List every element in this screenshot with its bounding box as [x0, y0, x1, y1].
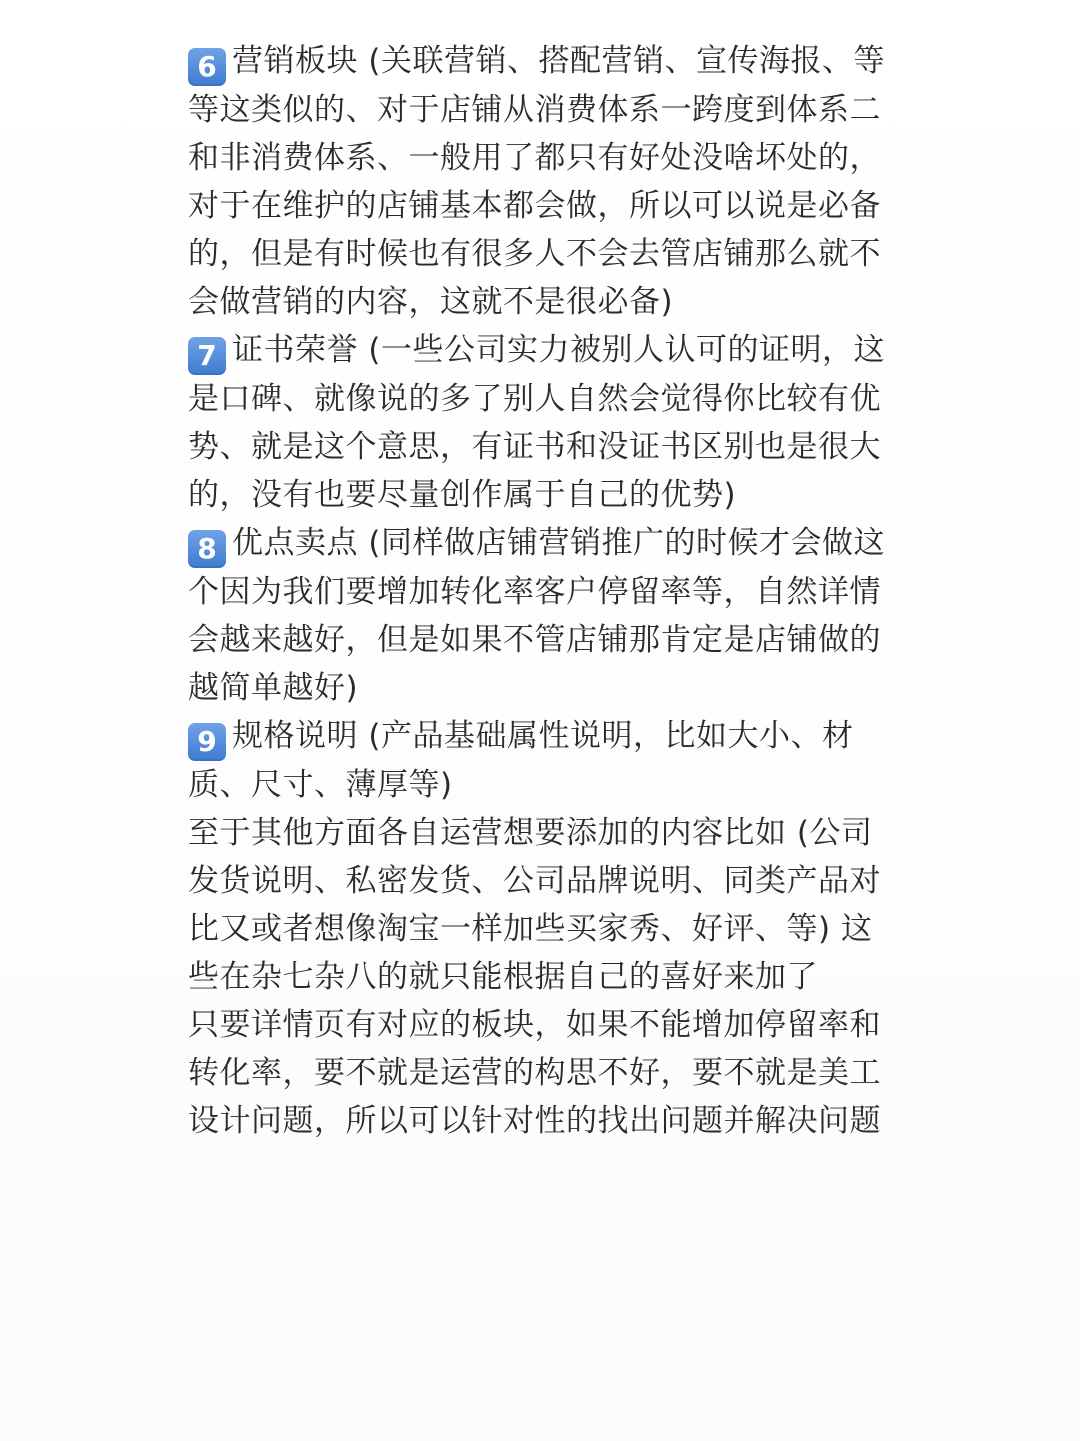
paragraph-conclusion: 只要详情页有对应的板块，如果不能增加停留率和转化率，要不就是运营的构思不好，要不就是美工设计问题，所以可以针对性的找出问题并解决问题 [188, 1007, 881, 1139]
number-9-badge-icon: 9 [188, 723, 226, 761]
item-selling-points [188, 519, 888, 712]
item-marketing-text: 营销板块 (关联营销、搭配营销、宣传海报、等等这类似的、对于店铺从消费体系一跨度到体系二和非消费体系、一般用了都只有好处没啥坏处的，对于在维护的店铺基本都会做，所以可以说是必备的，但是有时候也有很多人不会去管店铺那么就不会做营销的内容，这就不是很必备) [188, 43, 885, 320]
item-certificates-text: 证书荣誉 (一些公司实力被别人认可的证明，这是口碑、就像说的多了别人自然会觉得你比较有优势、就是这个意思，有证书和没证书区别也是很大的，没有也要尽量创作属于自己的优势) [188, 332, 885, 513]
item-certificates [188, 326, 888, 519]
item-marketing [188, 37, 888, 326]
number-6-badge-icon: 6 [188, 48, 226, 86]
item-specifications [188, 712, 888, 809]
item-selling-points-text: 优点卖点 (同样做店铺营销推广的时候才会做这个因为我们要增加转化率客户停留率等，自然详情会越来越好，但是如果不管店铺那肯定是店铺做的越简单越好) [188, 525, 885, 706]
note-content [188, 37, 888, 1145]
paragraph-other-content: 至于其他方面各自运营想要添加的内容比如 (公司发货说明、私密发货、公司品牌说明、同类产品对比又或者想像淘宝一样加些买家秀、好评、等) 这些在杂七杂八的就只能根据自己的喜好来加了 [188, 815, 881, 995]
number-8-badge-icon: 8 [188, 530, 226, 568]
number-7-badge-icon: 7 [188, 337, 226, 375]
item-specifications-text: 规格说明 (产品基础属性说明，比如大小、材质、尺寸、薄厚等) [188, 718, 854, 803]
